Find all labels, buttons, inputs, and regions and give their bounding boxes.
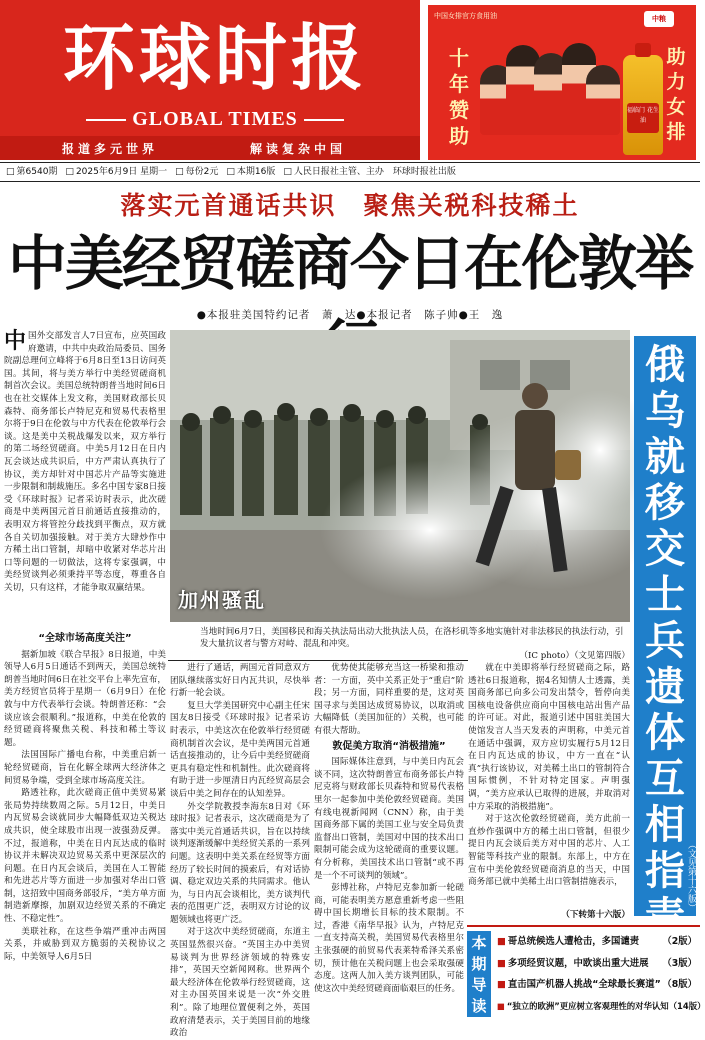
guide-item[interactable]: ■ 多项经贸议题，中欧谈出重大进展 （3版） — [497, 953, 697, 975]
ad-brand-line: 中国女排官方食用油 — [434, 12, 497, 20]
guide-item-text[interactable]: 哥总统候选人遭枪击，多国谴责 — [507, 936, 640, 947]
col1-paragraph: 路透社称，此次磋商正值中美贸易紧张局势持续数周之际。5月12日，中美日内瓦贸易会谈就同步大幅降低双边关税达成共识，使全球股市出现一波强劲反弹。不过，报道称，中美在日内瓦达成的临时协议并未解决双边贸易关系中更深层次的问题。在日内瓦会谈后，美国在人工智能和先进芯片等方面进一步加强对华出口管制，这招致中国商务部驳斥，“美方单方面制造新摩擦，加剧双边经贸关系的不确定性、不稳定性”。 — [4, 788, 166, 925]
col1-paragraph: 法国国际广播电台称，中美重启新一轮经贸磋商，旨在化解全球两大经济体之间贸易争端，受到全球市场高度关注。 — [4, 750, 166, 786]
side-story-title[interactable]: 俄乌就移交士兵遗体互相指责 — [645, 342, 685, 940]
subhead-cancel-measures: 敦促美方取消“消极措施” — [332, 740, 446, 752]
news-photo-california-unrest — [170, 330, 630, 622]
side-story-banner[interactable] — [634, 336, 696, 940]
col2-paragraph: 外交学院教授李海东8日对《环球时报》记者表示，这次磋商是为了落实中美元首通话共识，旨在以持续谈判逐渐缓解中美经贸关系的一系列问题。这表明中美关系在经贸等方面经历了较长时间的摸索后，有对话协调、稳定双边关系的共同需求。他认为，与日内瓦会谈相比，美方谈判代表的范围更广泛，表明双方讨论的议题领域也将更广泛。 — [170, 801, 310, 925]
col4-paragraph: 就在中美即将举行经贸磋商之际，路透社6日报道称，据4名知情人士透露，美国商务部已向多公司发出禁令，暂停向美国核电设备供应商向中国核电站出售产品的许可证。对此，报道引述中国驻美国大使馆发言人当天发表的声明称，中美元首在通话中强调，双方应切实履行5月12日在日内瓦达成的协议，中方一直在“认真”执行该协议，对美稀土出口的管制符合国际惯例，不针对特定国家。声明强调，“美方应承认已取得的进展，并取消对中方采取的消极措施”。 — [468, 663, 630, 812]
protest-photo-image — [170, 330, 630, 622]
byline: ●本报驻美国特约记者 萧 达●本报记者 陈子帅●王 逸 — [196, 309, 504, 321]
photo-caption-text: 当地时间6月7日，美国移民和海关执法局出动大批执法人员，在洛杉矶等多地实施针对非法移民的执法行动，引发大量抗议者与警方对峙、混乱和冲突。 — [200, 627, 624, 649]
guide-item[interactable]: ■ 直击国产机器人挑战“全球最长赛道” （8版） — [497, 974, 697, 996]
guide-item[interactable]: ■ “独立的欧洲”更应树立客观理性的对华认知 （14版） — [497, 996, 697, 1018]
guide-item[interactable]: ■ 哥总统候选人遭枪击，多国谴责 （2版） — [497, 931, 697, 953]
photo-overlay-title: 加州骚乱 — [178, 588, 266, 612]
ad-oil-bottle-image — [623, 55, 663, 155]
lead-dropcap: 中 — [4, 329, 27, 354]
photo-caption — [200, 626, 630, 662]
body-column-3 — [314, 662, 464, 1015]
guide-item-page: （8版） — [662, 979, 697, 990]
body-column-2 — [170, 662, 310, 1039]
guide-item-text[interactable]: “独立的欧洲”更应树立客观理性的对华认知 — [506, 1000, 669, 1011]
col1-paragraph: 美联社称，在这些争端严重冲击两国关系，并威胁到双方脆弱的关税协议之际，中美领导人6月5日 — [4, 926, 166, 962]
issue-number: □ 第6540期 — [6, 163, 57, 181]
body-column-1 — [4, 630, 166, 1015]
ad-left-text: 十年赞助 — [449, 46, 469, 148]
issue-guide — [467, 925, 705, 1017]
main-headline: 中美经贸磋商今日在伦敦举 — [7, 229, 692, 298]
ad-bottle-label: 福临门 花生油 — [627, 103, 659, 133]
masthead — [0, 0, 420, 160]
ad-logo: 中粮 — [644, 11, 674, 27]
issue-price: □ 每份2元 — [175, 163, 218, 181]
col3-paragraph: 优势使其能够充当这一桥梁和推动者：一方面，英中关系正处于“重启”阶段；另一方面，同样重要的是，这对英国寻求与美国达成贸易协议，以取消或大幅降低（美国加征的）关税，也可能有很大帮助。 — [314, 663, 464, 736]
guide-item-text[interactable]: 多项经贸议题，中欧谈出重大进展 — [507, 957, 649, 969]
guide-item-text[interactable]: 直击国产机器人挑战“全球最长赛道” — [507, 979, 661, 990]
col4-paragraph: 对于这次伦敦经贸磋商，美方此前一直炒作强调中方的稀土出口管制，但很少提日内瓦会谈后美方对中国的芯片、人工智能等科技产业的限制。东部上，中方在宣布中美伦敦经贸磋商消息的当天，中国商务部已就中美稀土出口管制措施表示， — [468, 814, 630, 888]
masthead-title: 环球时报 — [62, 15, 367, 100]
body-column-4 — [468, 662, 630, 922]
guide-item-page: （3版） — [662, 957, 697, 969]
issue-publisher: □ 人民日报社主管、主办 环球时报社出版 — [283, 163, 456, 181]
masthead-slogan-bar — [0, 136, 420, 160]
col2-paragraph: 对于这次中美经贸磋商，东道主英国显然很兴奋。“英国主办中美贸易谈判为世界经济领域的特殊安排”，英国天空新闻网称。世界两个最大经济体在伦敦举行经贸磋商，这对主办国英国来说是一次“外交胜利”。除了地理位置便利之外，英国政府清楚表示，关于美国目前的地缘政治 — [170, 927, 310, 1039]
issue-date: □ 2025年6月9日 星期一 — [65, 163, 167, 181]
col1-paragraph: 据新加坡《联合早报》8日报道，中美领导人6月5日通话不到两天，美国总统特朗普当地时间6日在社交平台上率先宣布，美方经贸官员将于星期一（6月9日）在伦敦与中方代表举行会谈。特朗普还称：“会谈应该会很顺利。”报道称，中美在伦敦的经贸磋商将聚焦关税、科技和稀土等议题。 — [4, 649, 166, 748]
issue-page-count: □ 本期16版 — [226, 163, 275, 181]
column-divider — [168, 660, 468, 661]
ad-volleyball-players-image — [480, 25, 620, 155]
col2-paragraph: 复旦大学美国研究中心副主任宋国友8日接受《环球时报》记者采访时表示，中美这次在伦敦举行经贸磋商机制首次会议，是中美两国元首通话直接推动的，让今后中美经贸磋商更具有稳定性和机制性。此次磋商将有助于进一步厘清日内瓦经贸高层会谈后中美之间存在的认知差异。 — [170, 700, 310, 799]
ad-right-text: 助力女排 — [666, 46, 686, 143]
issue-guide-list — [497, 931, 705, 1017]
slogan-right: 解读复杂中国 — [250, 142, 347, 156]
issue-guide-label: 本期导读 — [467, 931, 491, 1017]
issue-info-bar — [0, 162, 700, 182]
lead-column — [4, 330, 166, 648]
subhead-global-market: “全球市场高度关注” — [38, 633, 132, 644]
col3-paragraph: 国际媒体注意到，与中美日内瓦会谈不同，这次特朗普宣布商务部长卢特尼克将与财政部长贝森特和贸易代表格里尔一起参加中美伦敦经贸磋商。美国有线电视新闻网（CNN）称，由于美国商务部下属的美国工业与安全局负责监督出口管制，美国对中国的技术出口限制可能会成为这轮磋商的重要议题。有分析称，美国技术出口管制“或不再是一个不可谈判的领域”。 — [314, 757, 464, 881]
masthead-english-title: GLOBAL TIMES — [60, 108, 370, 131]
kicker-headline: 落实元首通话共识 聚焦关税科技稀土 — [120, 191, 580, 220]
side-story-page-ref: （文见第十六版） — [686, 840, 696, 912]
guide-item-page: （14版） — [668, 1000, 705, 1011]
col3-paragraph: 彭博社称，卢特尼克参加新一轮磋商，可能表明美方愿意重新考虑一些阻碍中国长期增长目标的技术限制。不过，香港《南华早报》认为，卢特尼克一直支持高关税，美国贸易代表格里尔主张强硬的前贸易代表莱特希泽关系密切，预计他在关税问题上也会采取强硬态度。这两人加入美方谈判团队，可能使这次中美经贸磋商面临艰巨的任务。 — [314, 883, 464, 994]
slogan-left: 报道多元世界 — [62, 142, 159, 156]
photo-credit: （IC photo）（文见第四版） — [519, 651, 630, 661]
continued-note: （下转第十六版） — [561, 910, 630, 920]
lead-text: 国外交部发言人7日宣布，应英国政府邀请，中共中央政治局委员、国务院副总理何立峰将于6月8日至13日访问英国。其间，将与美方举行中美经贸磋商机制首次会议。美国总统特朗普当地时间6日也在社交媒体上发文称，美国财政部长贝森特、商务部长卢特尼克和贸易代表格里尔将于9日在伦敦与中方代表在伦敦举行会谈。这是美中关税战爆发以来，双方举行的第二场经贸磋商。中美5月12日在日内瓦会谈达成共识后，中方严肃认真执行了协议，美方却针对中国芯片产品等实施进一步限制和制裁施压。多名中国专家8日接受《环球时报》记者采访时表示，此次磋商是中美两国元首日前通话直接推动的，表明双方将管控分歧找到平衡点，双方就各自关切加强接触。对于美方大肆炒作中方稀土出口管制，却暗中收紧对华芯片出口等问题的一切做法，这将专家强调，中美经贸谈判必须秉持平等态度，尊重各自关切，只有这样，才能争取双赢结果。 — [4, 331, 166, 593]
advertisement — [428, 5, 696, 160]
guide-item-page: （2版） — [662, 936, 697, 947]
col2-paragraph: 进行了通话，两国元首同意双方团队继续落实好日内瓦共识，尽快举行新一轮会谈。 — [170, 663, 310, 699]
